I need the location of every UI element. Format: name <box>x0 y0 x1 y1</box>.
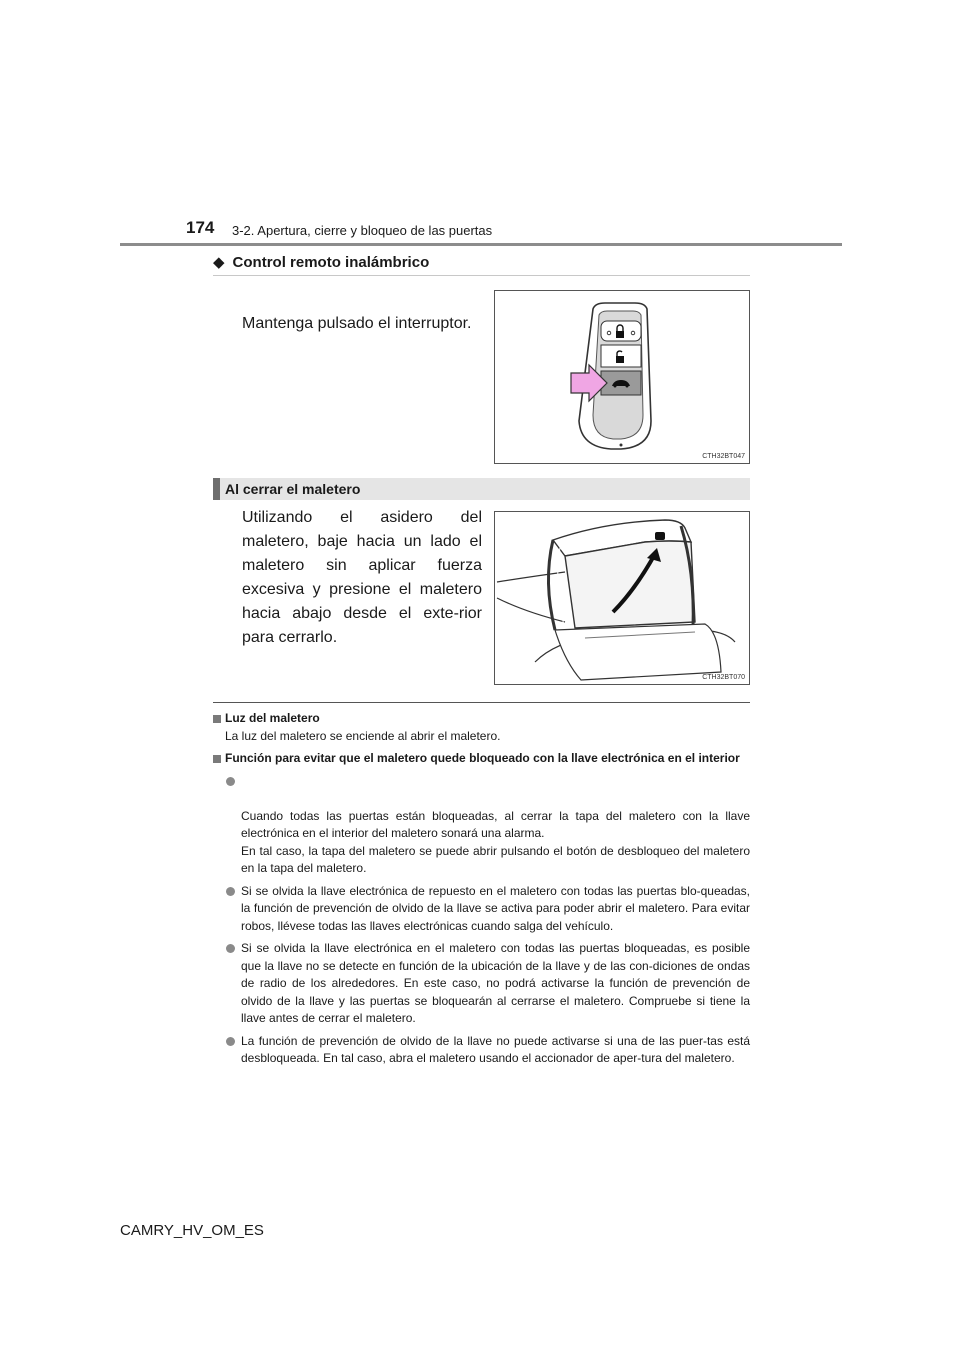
note-text: La luz del maletero se enciende al abrir el maletero. <box>225 728 501 743</box>
bullet-text: Cuando todas las puertas están bloqueadas, al cerrar la tapa del maletero con la llave electrónica en el interior del maletero sonará una alarma. En tal caso, la tapa del maletero se puede abrir pulsando el botón de desbloqueo del maletero en la tapa del maletero. <box>241 808 750 875</box>
note-heading <box>213 750 750 768</box>
diamond-bullet-icon: ◆ <box>213 254 225 271</box>
figure-code: CTH32BT070 <box>702 674 745 681</box>
subsection-title: Control remoto inalámbrico <box>232 253 430 271</box>
note-key-lock-prevention <box>213 750 750 768</box>
instruction-text: Mantenga pulsado el interruptor. <box>242 315 472 332</box>
note-heading <box>213 710 750 728</box>
circle-bullet-icon <box>226 777 235 786</box>
circle-bullet-icon <box>226 887 235 896</box>
pink-arrow-icon <box>495 291 751 465</box>
header-section-title: 3-2. Apertura, cierre y bloqueo de las puertas <box>232 223 493 238</box>
list-item <box>213 883 750 936</box>
page-number: 174 <box>186 218 215 237</box>
section-title: Al cerrar el maletero <box>225 481 361 497</box>
section-heading-bar <box>213 478 750 500</box>
note-heading-text: Luz del maletero <box>225 711 320 725</box>
square-bullet-icon <box>213 755 221 763</box>
note-trunk-light <box>213 710 750 745</box>
list-item <box>213 1033 750 1068</box>
trunk-illustration <box>495 512 751 686</box>
circle-bullet-icon <box>226 944 235 953</box>
subsection-heading <box>213 253 429 271</box>
bullet-text: Si se olvida la llave electrónica de repuesto en el maletero con todas las puertas blo-queadas, la función de prevención de olvido de la llave se activa para poder abrir el maletero. Para evitar robos, llévese todas las llaves electrónicas cuando salga del vehículo. <box>241 883 750 933</box>
bullet-text: La función de prevención de olvido de la llave no puede activarse si una de las puer-tas está desbloqueada. En tal caso, abra el maletero usando el accionador de aper-tura del maletero. <box>241 1033 750 1065</box>
closing-instructions: Utilizando el asidero del maletero, baje hacia un lado el maletero sin aplicar fuerza excesiva y presione el maletero hacia abajo desde el exte-rior para cerrarlo. <box>242 509 482 646</box>
circle-bullet-icon <box>226 1037 235 1046</box>
square-bullet-icon <box>213 715 221 723</box>
list-item <box>213 773 750 878</box>
subsection-divider <box>213 275 750 276</box>
notes-section <box>213 710 750 1073</box>
list-item <box>213 940 750 1028</box>
key-fob-figure <box>494 290 750 464</box>
section-accent <box>213 478 220 500</box>
footer-code: CAMRY_HV_OM_ES <box>120 1222 264 1239</box>
bullet-text: Si se olvida la llave electrónica en el maletero con todas las puertas bloqueadas, es posible que la llave no se detecte en función de la ubicación de la llave y de las con-diciones de ondas de radio de los alrededores. En este caso, no podrá activarse la función de prevención de olvido de la llave y las puertas se bloquearán al cerrarse el maletero. Compruebe si tiene la llave antes de cerrar el maletero. <box>241 941 750 1025</box>
header-divider <box>120 243 842 246</box>
trunk-figure <box>494 511 750 685</box>
notes-divider <box>213 702 750 703</box>
figure-code: CTH32BT047 <box>702 453 745 460</box>
note-heading-text: Función para evitar que el maletero quede bloqueado con la llave electrónica en el interior <box>225 751 740 765</box>
